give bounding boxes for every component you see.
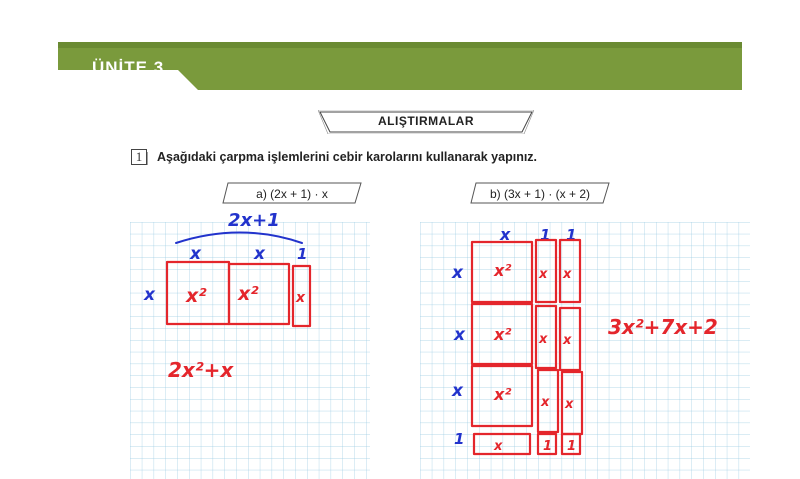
hw-b-top-one1: 1 <box>540 226 551 244</box>
hw-b-left-1: x <box>452 263 463 283</box>
hw-b-left-2: x <box>454 325 465 345</box>
hw-a-tile1: x² <box>186 285 207 307</box>
part-a-label: a) (2x + 1) · x <box>256 187 328 201</box>
hw-a-top-x2: x <box>254 244 265 264</box>
hw-b-top-one2: 1 <box>566 226 577 244</box>
hw-b-strip5: x <box>541 395 550 410</box>
hw-b-bottom-x: x <box>494 439 503 454</box>
hw-b-result: 3x²+7x+2 <box>608 315 718 339</box>
hw-b-top-x: x <box>500 225 511 244</box>
hw-b-strip3: x <box>539 332 548 347</box>
hw-b-strip1: x <box>539 267 548 282</box>
hw-b-sq2: x² <box>494 325 512 344</box>
question-text: Aşağıdaki çarpma işlemlerini cebir karolarını kullanarak yapınız. <box>157 150 538 164</box>
hw-a-result: 2x²+x <box>168 358 234 382</box>
hw-b-left-3: x <box>452 381 463 401</box>
hw-b-sq3: x² <box>494 385 512 404</box>
unit-title: ÜNİTE 3 <box>92 58 165 77</box>
hw-a-tile2: x² <box>238 283 259 305</box>
hw-b-unit1: 1 <box>543 439 553 454</box>
hw-b-strip6: x <box>565 397 574 412</box>
hw-a-top-one: 1 <box>297 245 308 263</box>
section-title: ALIŞTIRMALAR <box>378 114 474 128</box>
hw-b-sq1: x² <box>494 261 512 280</box>
hw-a-brace <box>176 233 302 244</box>
hw-b-unit2: 1 <box>567 439 577 454</box>
hw-a-tile3: x <box>296 290 306 306</box>
part-b-label: b) (3x + 1) · (x + 2) <box>489 187 591 201</box>
hw-b-left-4: 1 <box>454 430 465 448</box>
hw-b-strip4: x <box>563 333 572 348</box>
hw-b-strip2: x <box>563 267 572 282</box>
hw-a-top-expression: 2x+1 <box>228 210 280 231</box>
hw-a-top-x1: x <box>190 244 201 264</box>
hw-a-left-x: x <box>144 285 155 305</box>
question-number: 1 <box>135 149 143 164</box>
